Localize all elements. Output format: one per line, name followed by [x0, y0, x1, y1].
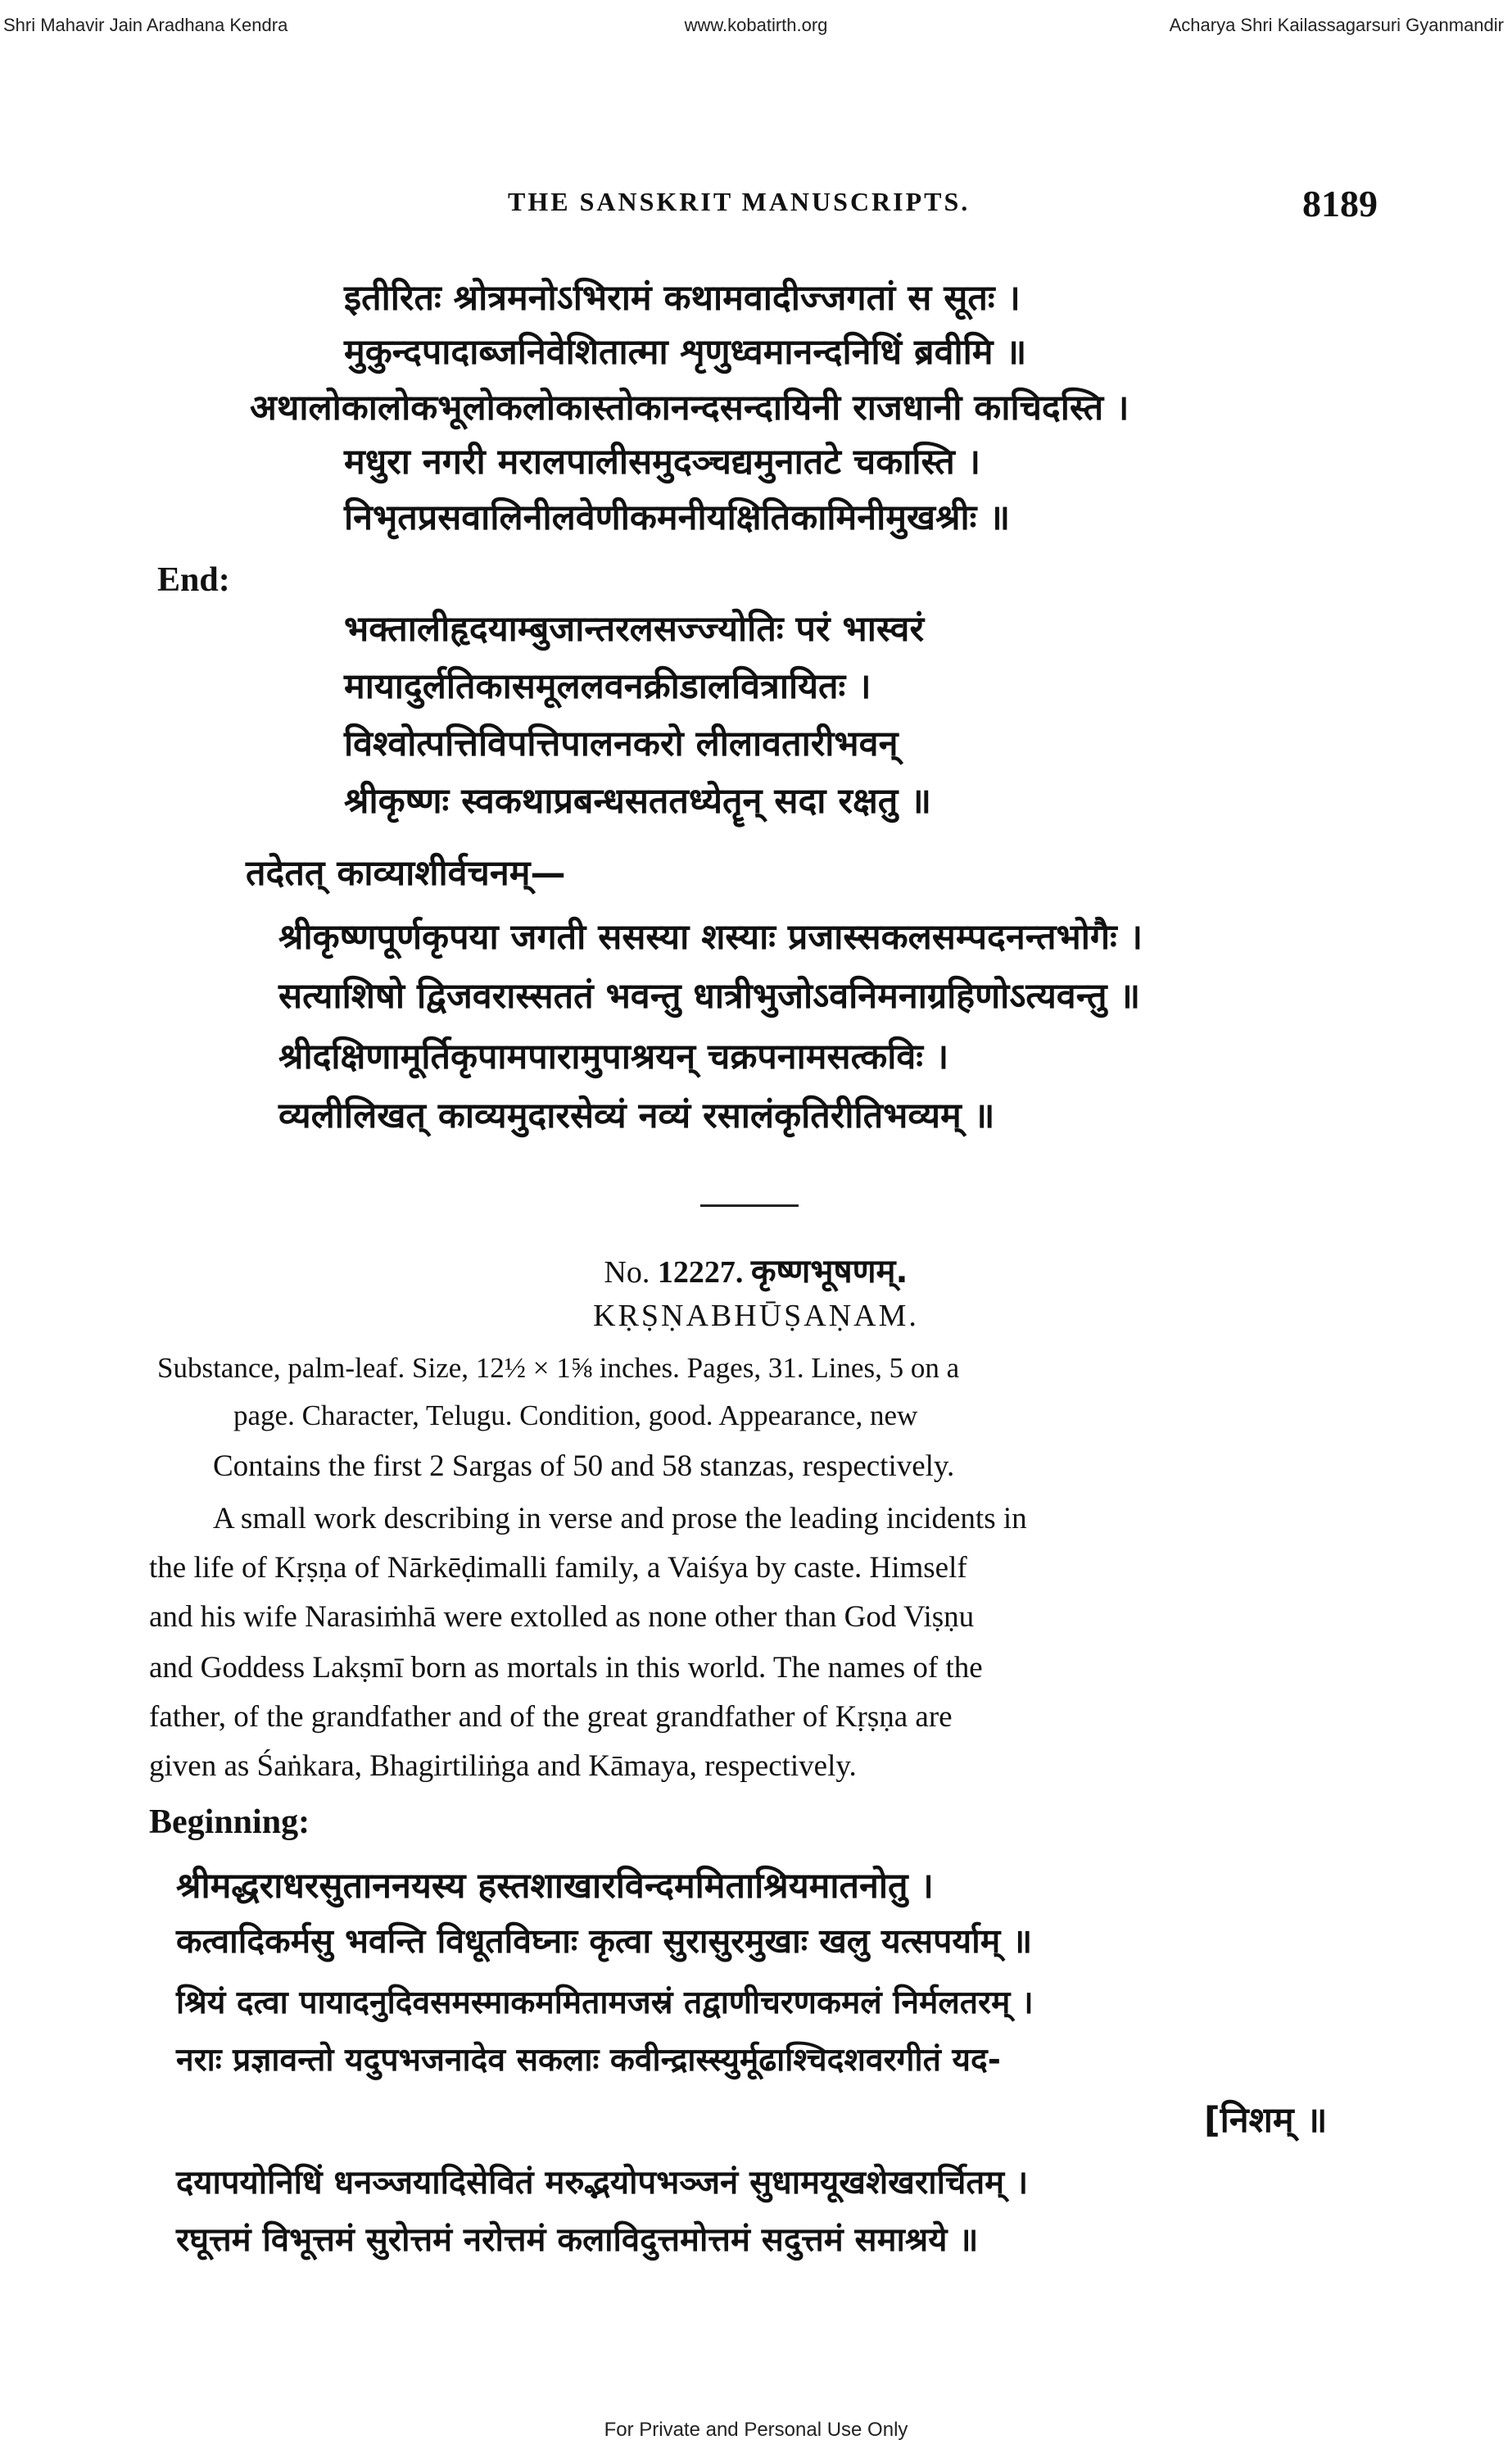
header-source-left: Shri Mahavir Jain Aradhana Kendra [3, 15, 288, 35]
beginning-label: Beginning: [149, 1803, 310, 1841]
blessing-line: सत्याशिषो द्विजवरास्सततं भवन्तु धात्रीभुजोऽवनिमनाग्रहिणोऽत्यवन्तु ॥ [278, 976, 1141, 1017]
beginning-line: दयापयोनिधिं धनञ्जयादिसेवितं मरुद्भयोपभञ्जनं सुधामयूखशेखरार्चितम् । [176, 2164, 1029, 2202]
beginning-line: नराः प्रज्ञावन्तो यदुपभजनादेव सकलाः कवीन्द्रास्स्युर्मूढाश्चिदशवरगीतं यद- [176, 2042, 1001, 2079]
verse-line: अथालोकालोकभूलोकलोकास्तोकानन्दसन्दायिनी राजधानी काचिदस्ति । [250, 388, 1129, 429]
running-head: THE SANSKRIT MANUSCRIPTS. [508, 187, 971, 216]
description-line: and Goddess Lakṣmī born as mortals in this world. The names of the [149, 1651, 983, 1685]
beginning-line: श्रीमद्धराधरसुताननयस्य हस्तशाखारविन्दममिताश्रियमातनोतु । [176, 1866, 934, 1907]
description-line: Contains the first 2 Sargas of 50 and 58 stanzas, respectively. [213, 1449, 955, 1483]
description-line: given as Śaṅkara, Bhagirtiliṅga and Kāmaya, respectively. [149, 1749, 857, 1783]
verse-line: मधुरा नगरी मरालपालीसमुदञ्चद्यमुनातटे चकास्ति । [344, 442, 980, 483]
entry-title-roman: KṚṢṆABHŪṢAṆAM. [593, 1299, 919, 1333]
blessing-heading: तदेतत् काव्याशीर्वचनम्— [246, 853, 566, 894]
description-line: and his wife Narasiṁhā were extolled as none other than God Viṣṇu [149, 1600, 975, 1634]
blessing-line: व्यलीलिखत् काव्यमुदारसेव्यं नव्यं रसालंकृतिरीतिभव्यम् ॥ [278, 1095, 995, 1136]
blessing-line: श्रीदक्षिणामूर्तिकृपामपारामुपाश्रयन् चक्रपनामसत्कविः । [278, 1036, 949, 1077]
end-label: End: [157, 561, 230, 599]
beginning-line: रघूत्तमं विभूत्तमं सुरोत्तमं नरोत्तमं कलाविदुत्तमोत्तमं सदुत्तमं समाश्रये ॥ [176, 2221, 979, 2259]
header-source-right: Acharya Shri Kailassagarsuri Gyanmandir [1169, 15, 1504, 35]
entry-number-label: No. [604, 1255, 658, 1290]
blessing-line: श्रीकृष्णपूर्णकृपया जगती ससस्या शस्याः प्रजास्सकलसम्पदनन्तभोगैः । [278, 917, 1143, 958]
entry-number-title [0, 1247, 1512, 1292]
page-number: 8189 [1302, 183, 1378, 224]
verse-line: इतीरितः श्रोत्रमनोऽभिरामं कथामवादीज्जगतां स सूतः । [344, 278, 1021, 319]
verse-line: निभृतप्रसवालिनीलवेणीकमनीयक्षितिकामिनीमुखश्रीः ॥ [344, 497, 1011, 538]
beginning-line: श्रियं दत्वा पायादनुदिवसमस्माकममितामजस्रं तद्वाणीचरणकमलं निर्मलतरम् । [176, 1984, 1034, 2021]
header-website: www.kobatirth.org [684, 15, 828, 35]
end-verse-line: भक्तालीहृदयाम्बुजान्तरलसज्ज्योतिः परं भास्वरं [344, 609, 925, 650]
beginning-line-continuation: [निशम् ॥ [1204, 2100, 1328, 2141]
verse-line: मुकुन्दपादाब्जनिवेशितात्मा शृणुध्वमानन्दनिधिं ब्रवीमि ॥ [344, 332, 1027, 373]
entry-number: 12227. [657, 1255, 744, 1290]
end-verse-line: विश्वोत्पत्तिविपत्तिपालनकरो लीलावतारीभवन् [344, 723, 899, 764]
end-verse-line: श्रीकृष्णः स्वकथाप्रबन्धसततध्येतॄन् सदा रक्षतु ॥ [344, 781, 932, 822]
description-line: page. Character, Telugu. Condition, good. Appearance, new [233, 1399, 918, 1431]
description-line: A small work describing in verse and prose the leading incidents in [213, 1502, 1027, 1535]
section-divider [700, 1204, 799, 1207]
description-line: Substance, palm-leaf. Size, 12½ × 1⅝ inches. Pages, 31. Lines, 5 on a [157, 1352, 960, 1384]
description-line: father, of the grandfather and of the great grandfather of Kṛṣṇa are [149, 1700, 953, 1734]
beginning-line: कत्वादिकर्मसु भवन्ति विधूतविघ्नाः कृत्वा सुरासुरमुखाः खलु यत्सपर्याम् ॥ [176, 1921, 1033, 1961]
description-line: the life of Kṛṣṇa of Nārkēḍimalli family, a Vaiśya by caste. Himself [149, 1551, 967, 1585]
end-verse-line: मायादुर्लतिकासमूललवनक्रीडालवित्रायितः । [344, 666, 871, 707]
footer-notice: For Private and Personal Use Only [604, 2419, 908, 2441]
entry-title-devanagari: कृष्णभूषणम्. [750, 1253, 908, 1290]
